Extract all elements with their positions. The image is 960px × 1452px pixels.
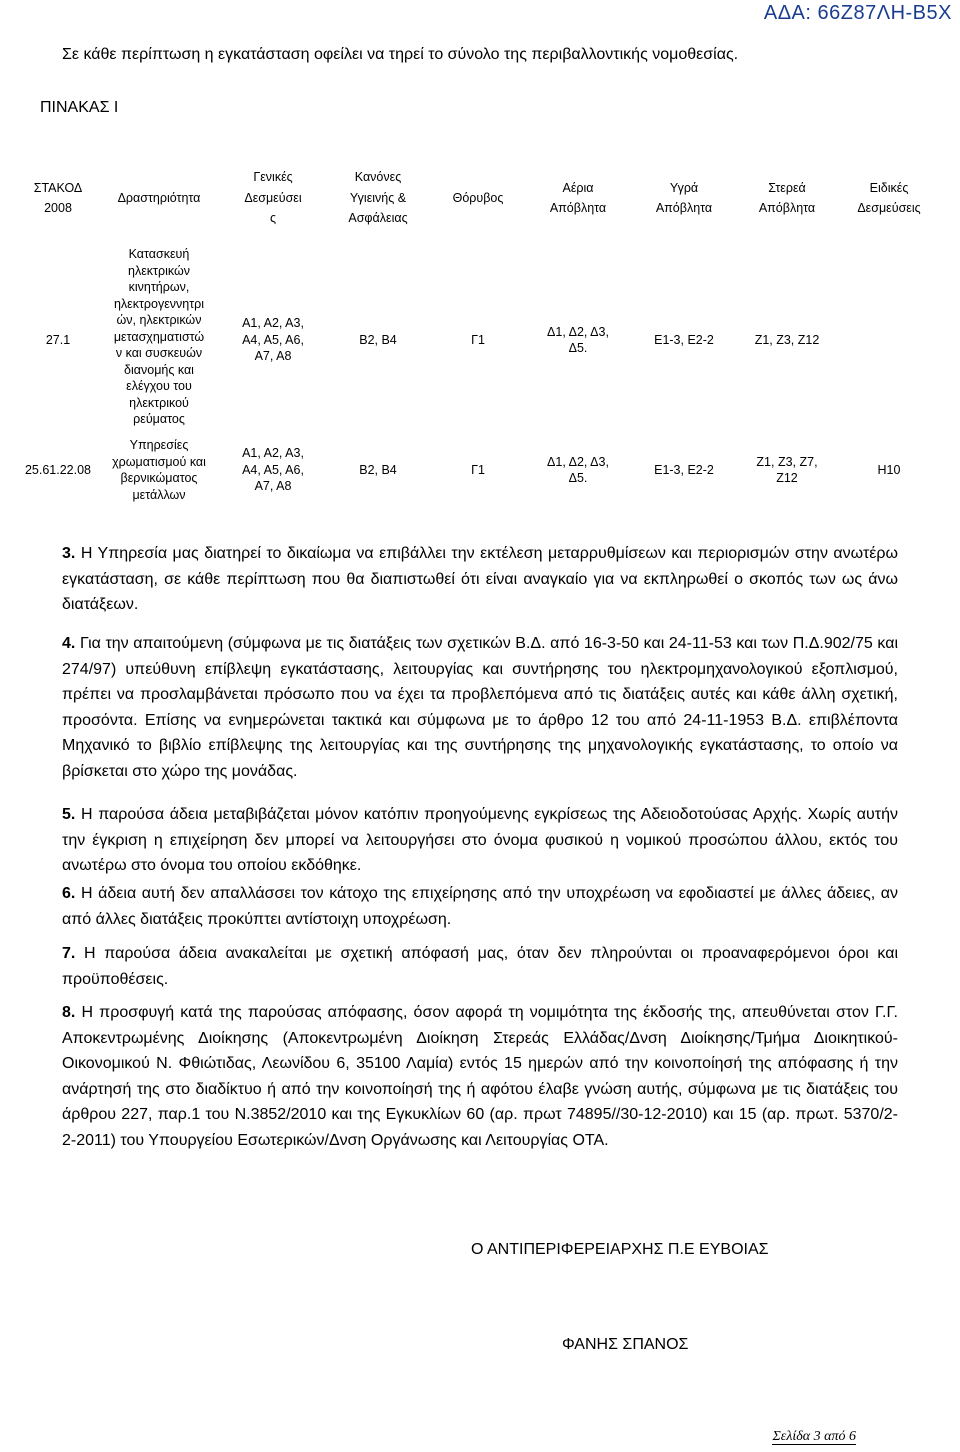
header-hygiene [322,150,434,246]
cell-solid [734,434,840,506]
cell-line: Υπηρεσίες [129,438,189,452]
cell-line: Α7, Α8 [254,479,292,494]
header-line: Απόβλητα [758,201,816,215]
cell-line: ηλεκτρογεννητρι [113,296,205,311]
header-line: Δεσμεύσεις [857,201,921,215]
cell-noise [434,434,522,506]
cell-line: Β2, Β4 [359,462,397,477]
cell-activity [94,434,224,506]
signature-title: Ο ΑΝΤΙΠΕΡΙΦΕΡΕΙΑΡΧΗΣ Π.Ε ΕΥΒΟΙΑΣ [471,1241,769,1258]
cell-line: Α7, Α8 [254,349,292,364]
cell-line: Β2, Β4 [359,332,397,347]
paragraph-text: Η παρούσα άδεια μεταβιβάζεται μόνον κατόπιν προηγούμενης εγκρίσεως της Αδειοδοτούσας Αρχής. Χωρίς αυτήν την έγκριση η επιχείρηση δεν μπορεί να λειτουργήσει στο όνομα φυσικού η νομικού προσώπου άλλου, εκτός του ανωτέρω στο όνομα του οποίου εκδόθηκε. [62,806,898,874]
cell-line: Α1, Α2, Α3, [242,446,304,461]
cell-solid [734,246,840,434]
cell-hygiene [322,246,434,434]
cell-line: 27.1 [45,332,71,347]
header-line: Αέρια [562,180,594,195]
paragraph-text: Για την απαιτούμενη (σύμφωνα με τις διατάξεις των σχετικών Β.Δ. από 16-3-50 και 24-11-53 και των Π.Δ.902/75 και 274/97) υπεύθυνη επίβλεψη εγκατάστασης, λειτουργίας και συντήρησης του ηλεκτρομηχανολογικού εξοπλισμού, πρέπει να προσλαμβάνεται πρόσωπο που να έχει τα προβλεπόμενα από τις διατάξεις αυτές και κάθε άλλη σχετική, προσόντα. Επίσης να ενημερώνεται τακτικά και σύμφωνα με το άρθρο 12 του από 24-11-1953 Β.Δ. επιβλέποντα Μηχανικό το βιβλίο επίβλεψης της λειτουργίας και της συντήρησης της μηχανολογικής εγκατάστασης, το οποίο να βρίσκεται στο χώρο της μονάδας. [62,635,898,780]
paragraph-number: 3. [62,545,76,562]
cell-air [522,246,634,434]
paragraph-3 [62,541,898,618]
table-title: ΠΙΝΑΚΑΣ Ι [40,99,119,116]
cell-line: Δ1, Δ2, Δ3, [547,454,609,469]
cell-activity [94,246,224,434]
cell-line: ελέγχου του [126,379,192,393]
cell-line: Ε1-3, Ε2-2 [654,462,714,477]
cell-general [224,434,322,506]
ada-code: ΑΔΑ: 66Ζ87ΛΗ-Β5Χ [763,2,952,24]
cell-line: Η10 [877,462,901,477]
cell-line: Δ5. [568,341,588,355]
cell-line: Ζ12 [776,471,798,485]
cell-code [22,246,94,434]
intro-paragraph: Σε κάθε περίπτωση η εγκατάσταση οφείλει να τηρεί το σύνολο της περιβαλλοντικής νομοθεσίας. [62,46,739,63]
cell-line: Ζ1, Ζ3, Ζ12 [754,332,820,347]
table-header-row [22,150,938,246]
permit-table [22,150,938,506]
cell-noise [434,246,522,434]
paragraph-text: Η άδεια αυτή δεν απαλλάσσει τον κάτοχο της επιχείρησης από την υποχρέωση να εφοδιαστεί με άλλες άδειες, αν από άλλες διατάξεις προκύπτει αντίστοιχη υποχρέωση. [62,885,898,928]
cell-line: Δ5. [568,471,588,485]
header-liquid [634,150,734,246]
cell-line: κινητήρων, [128,280,190,294]
header-solid [734,150,840,246]
header-line: Υγιεινής & [349,190,407,205]
header-line: Ειδικές [869,180,909,195]
cell-line: μετασχηματιστώ [113,329,205,344]
header-stakod [22,150,94,246]
cell-line: ών, ηλεκτρικών [116,313,202,327]
table-row [22,246,938,434]
paragraph-number: 5. [62,806,76,823]
header-line: Υγρά [669,180,699,195]
paragraph-7 [62,941,898,992]
cell-line: Γ1 [471,332,485,347]
header-line: Δεσμεύσει [244,190,302,205]
cell-line: διανομής και [124,362,194,377]
cell-code [22,434,94,506]
cell-special [840,434,938,506]
header-noise [434,150,522,246]
page-number: Σελίδα 3 από 6 [772,1429,856,1444]
header-line: ς [269,211,277,226]
cell-line: ν και συσκευών [115,346,203,360]
cell-line: βερνικώματος [120,471,198,485]
paragraph-text: Η προσφυγή κατά της παρούσας απόφασης, όσον αφορά τη νομιμότητα της έκδοσής της, απευθύνεται στον Γ.Γ. Αποκεντρωμένης Διοίκησης (Αποκεντρωμένη Διοίκηση Στερεάς Ελλάδας/Δνση Διοίκησης/Τμήμα Διοικητικού-Οικονομικού Ν. Φθιώτιδας, Λεωνίδου 6, 35100 Λαμία) εντός 15 ημερών από την κοινοποίησή της απόφασης ή την ανάρτησή της στο διαδίκτυο ή από την κοινοποίησή της ή αφότου έλαβε γνώση αυτής, σύμφωνα με τις διατάξεις του άρθρου 227, παρ.1 του Ν.3852/2010 και της Εγκυκλίων 60 (αρ. πρωτ 74895//30-12-2010) και 15 (αρ. πρωτ. 5370/2-2-2011) του Υπουργείου Εσωτερικών/Δνση Οργάνωσης και Λειτουργίας ΟΤΑ. [62,1004,898,1149]
cell-liquid [634,246,734,434]
header-line: ΣΤΑΚΟΔ [33,180,83,195]
header-line: Γενικές [253,170,293,185]
signature-name: ΦΑΝΗΣ ΣΠΑΝΟΣ [562,1336,689,1353]
header-line: Θόρυβος [452,190,504,205]
header-line: Απόβλητα [549,201,607,215]
cell-line: ηλεκτρικών [128,263,190,278]
paragraph-number: 6. [62,885,76,902]
table-row [22,434,938,506]
cell-line: Α4, Α5, Α6, [242,462,304,477]
paragraph-text: Η παρούσα άδεια ανακαλείται με σχετική απόφασή μας, όταν δεν πληρούνται οι προαναφερόμενοι όροι και προϋποθέσεις. [62,945,898,988]
cell-hygiene [322,434,434,506]
paragraph-4 [62,631,898,784]
header-line: Απόβλητα [655,201,713,215]
cell-line: χρωματισμού και [112,454,206,469]
cell-line: ρεύματος [133,412,185,426]
paragraph-number: 8. [62,1004,76,1021]
header-line: 2008 [44,201,72,215]
cell-special [840,246,938,434]
paragraph-6 [62,881,898,932]
cell-air [522,434,634,506]
paragraph-number: 4. [62,635,76,652]
cell-liquid [634,434,734,506]
cell-line: μετάλλων [132,487,186,502]
cell-line: Κατασκευή [128,247,190,261]
cell-line: Α1, Α2, Α3, [242,316,304,331]
header-line: Κανόνες [354,170,402,185]
header-line: Στερεά [768,180,806,195]
cell-line: Α4, Α5, Α6, [242,332,304,347]
paragraph-number: 7. [62,945,76,962]
header-line: Δραστηριότητα [117,190,201,205]
paragraph-5 [62,802,898,879]
cell-line: Ζ1, Ζ3, Ζ7, [756,454,818,469]
cell-line: Γ1 [471,462,485,477]
cell-line: 25.61.22.08 [24,462,92,477]
paragraph-8 [62,1000,898,1153]
header-special [840,150,938,246]
cell-line: Ε1-3, Ε2-2 [654,332,714,347]
cell-line: ηλεκτρικού [129,395,189,410]
header-general [224,150,322,246]
cell-general [224,246,322,434]
header-line: Ασφάλειας [348,211,408,226]
cell-line: Δ1, Δ2, Δ3, [547,324,609,339]
paragraph-text: Η Υπηρεσία μας διατηρεί το δικαίωμα να επιβάλλει την εκτέλεση μεταρρυθμίσεων και περιορισμών στην ανωτέρω εγκατάσταση, σε κάθε περίπτωση που θα διαπιστωθεί ότι είναι αναγκαίο για να εκπληρωθεί ο σκοπός των ως άνω διατάξεων. [62,545,898,613]
header-air [522,150,634,246]
header-activity [94,150,224,246]
